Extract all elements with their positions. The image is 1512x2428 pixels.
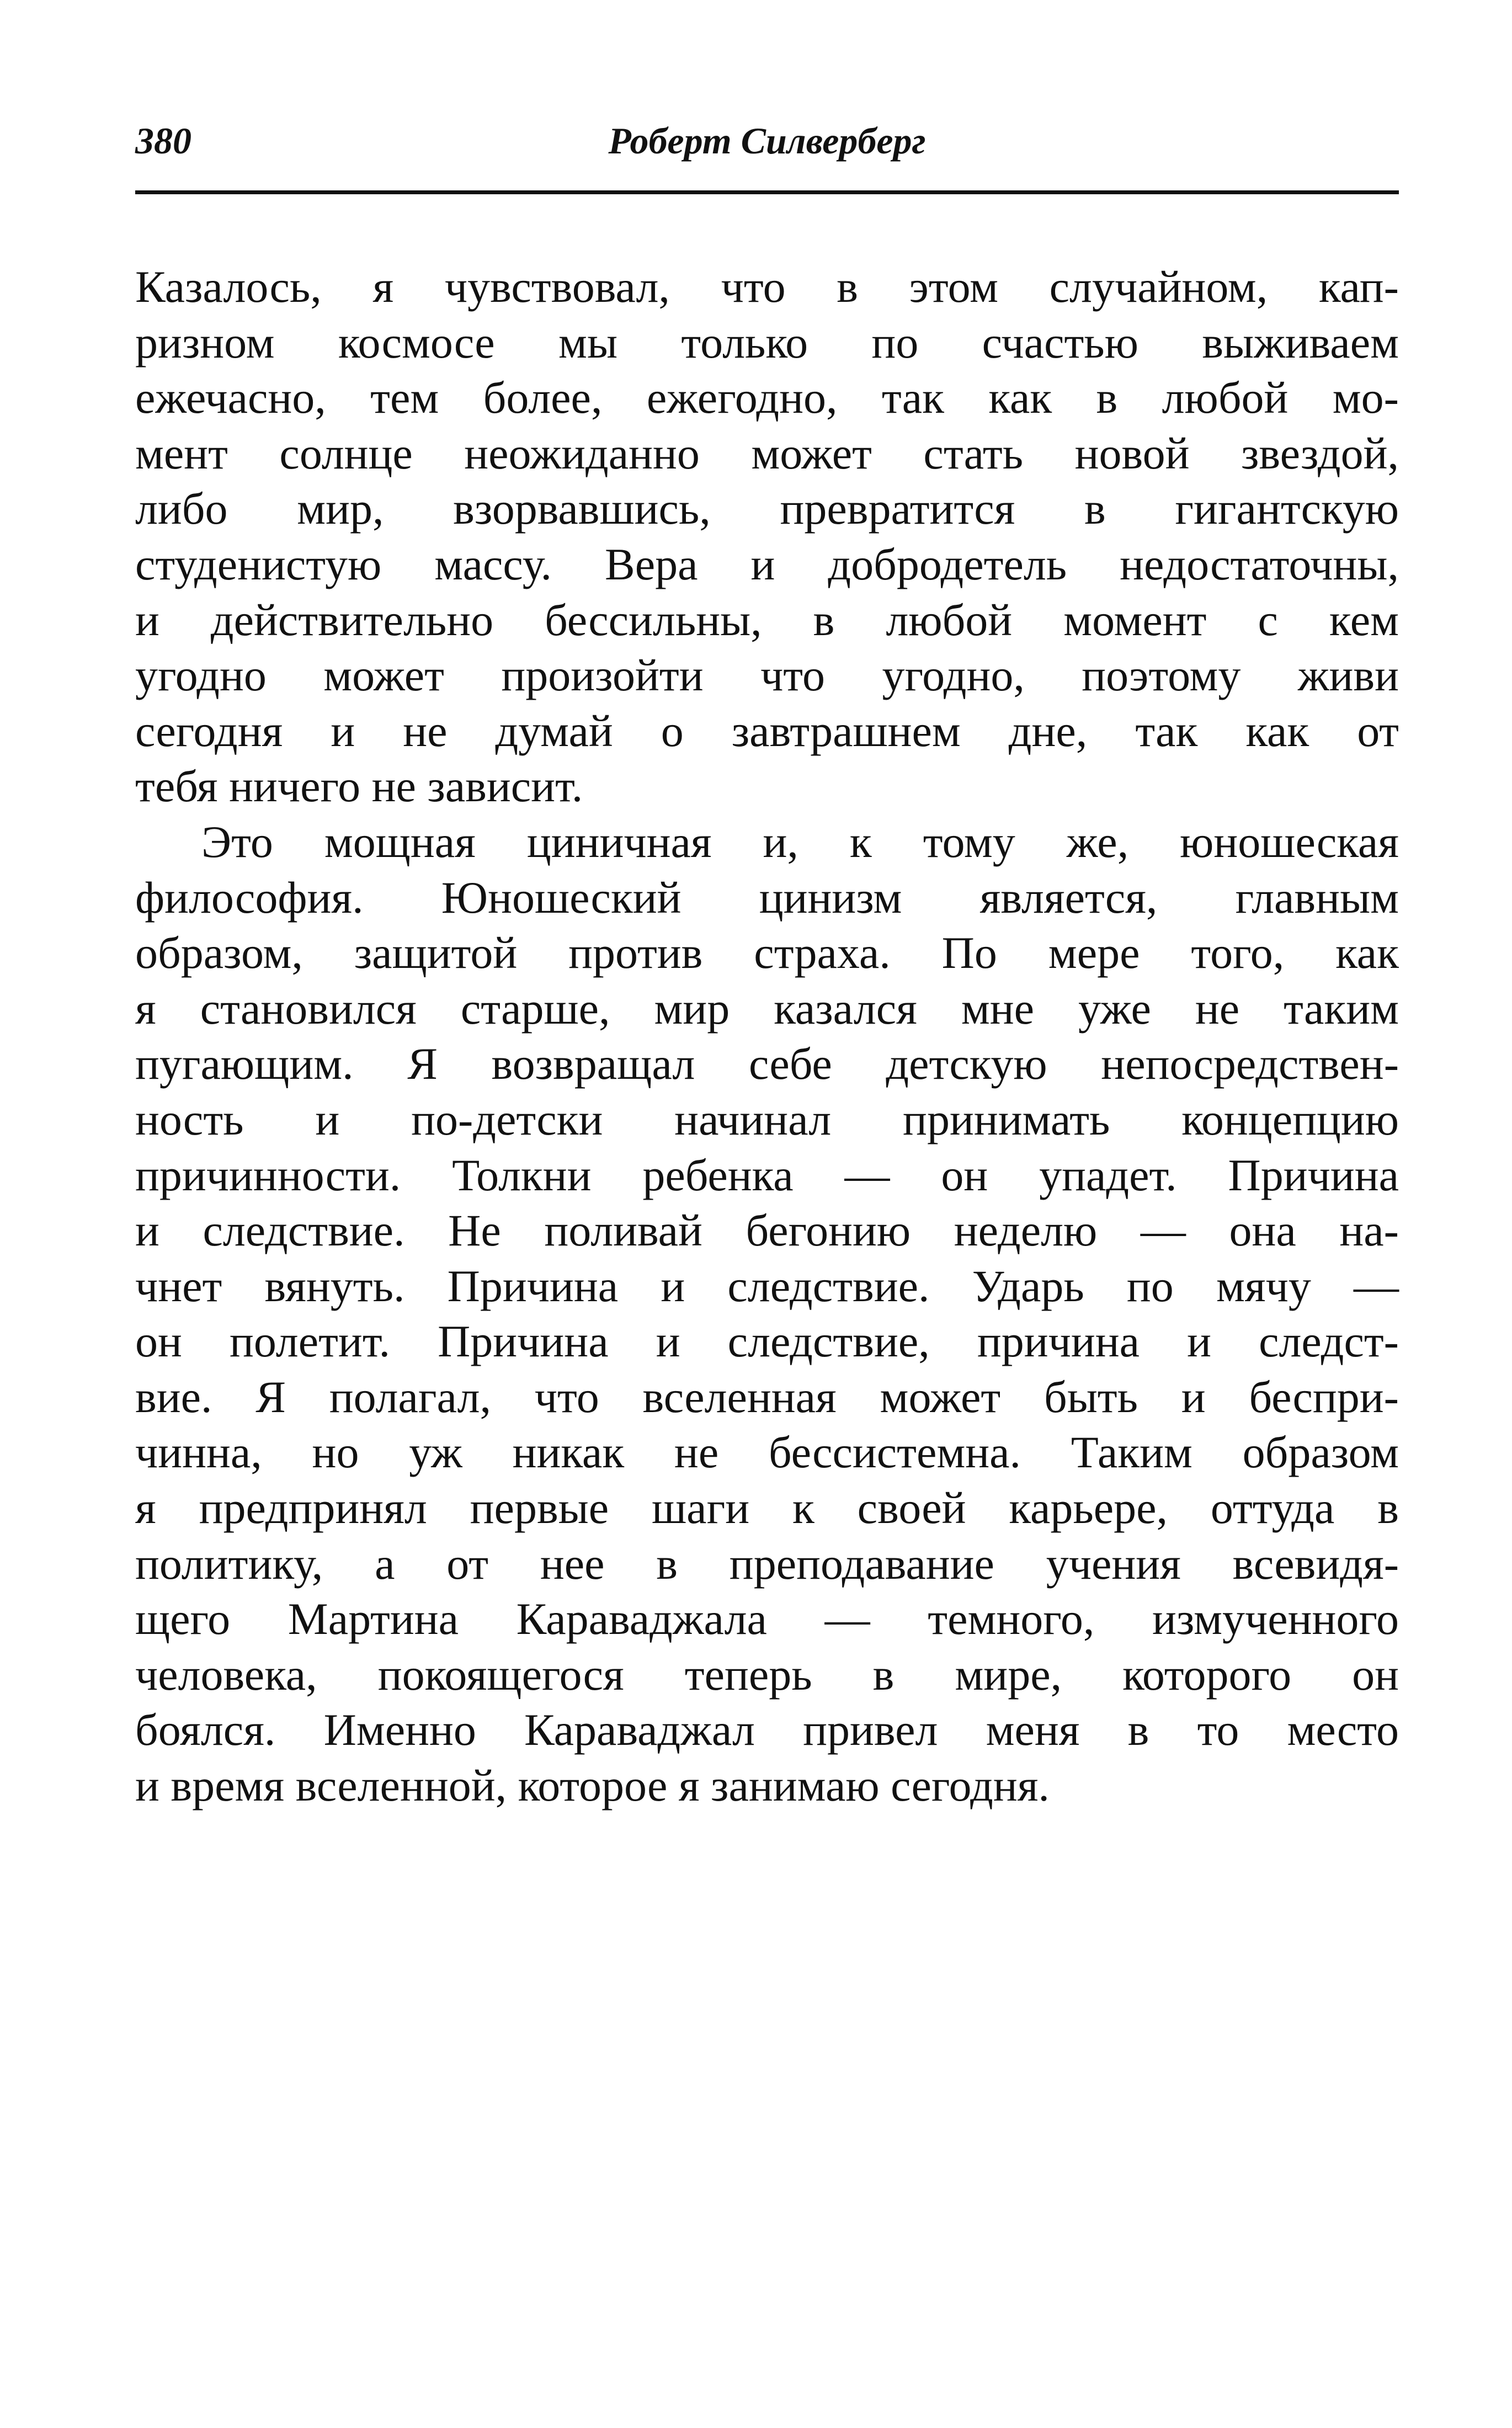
text-line: ежечасно, тем более, ежегодно, так как в любой мо- [135,372,1399,423]
body-text [135,259,1399,1814]
text-line: пугающим. Я возвращал себе детскую непосредствен- [135,1039,1399,1089]
text-line: ность и по-детски начинал принимать концепцию [135,1094,1399,1144]
text-line: угодно может произойти что угодно, поэтому живи [135,650,1399,701]
text-line: боялся. Именно Караваджал привел меня в то место [135,1705,1399,1755]
text-line: и следствие. Не поливай бегонию неделю — она на- [135,1205,1399,1256]
text-line: чнет вянуть. Причина и следствие. Ударь по мячу — [135,1260,1399,1311]
text-line: и действительно бессильны, в любой момент с кем [135,594,1399,645]
text-line: Это мощная циничная и, к тому же, юношеская [201,816,1399,867]
text-line: тебя ничего не зависит. [135,761,583,812]
text-line: чинна, но уж никак не бессистемна. Таким образом [135,1427,1399,1478]
text-line: он полетит. Причина и следствие, причина и следст- [135,1316,1399,1367]
running-header [135,113,1399,168]
text-line: я предпринял первые шаги к своей карьере, оттуда в [135,1483,1399,1534]
text-line: образом, защитой против страха. По мере того, как [135,928,1399,978]
text-line: Казалось, я чувствовал, что в этом случайном, кап- [135,262,1399,312]
page-number: 380 [135,120,191,162]
text-line: мент солнце неожиданно может стать новой звездой, [135,428,1399,478]
text-line: политику, а от нее в преподавание учения всевидя- [135,1538,1399,1589]
header-rule [135,190,1399,194]
paragraph-1 [135,259,1399,814]
text-line: студенистую массу. Вера и добродетель недостаточны, [135,539,1399,589]
text-line: человека, покоящегося теперь в мире, которого он [135,1649,1399,1700]
text-line: щего Мартина Караваджала — темного, измученного [135,1594,1399,1644]
text-line: и время вселенной, которое я занимаю сегодня. [135,1760,1050,1811]
text-line: причинности. Толкни ребенка — он упадет. Причина [135,1149,1399,1200]
text-line: либо мир, взорвавшись, превратится в гигантскую [135,483,1399,534]
text-line: сегодня и не думай о завтрашнем дне, так как от [135,705,1399,756]
text-line: я становился старше, мир казался мне уже не таким [135,983,1399,1034]
running-title: Роберт Силверберг [608,120,926,162]
text-line: ризном космосе мы только по счастью выживаем [135,317,1399,368]
text-line: философия. Юношеский цинизм является, главным [135,872,1399,923]
text-line: вие. Я полагал, что вселенная может быть и беспри- [135,1371,1399,1422]
paragraph-2 [135,814,1399,1814]
